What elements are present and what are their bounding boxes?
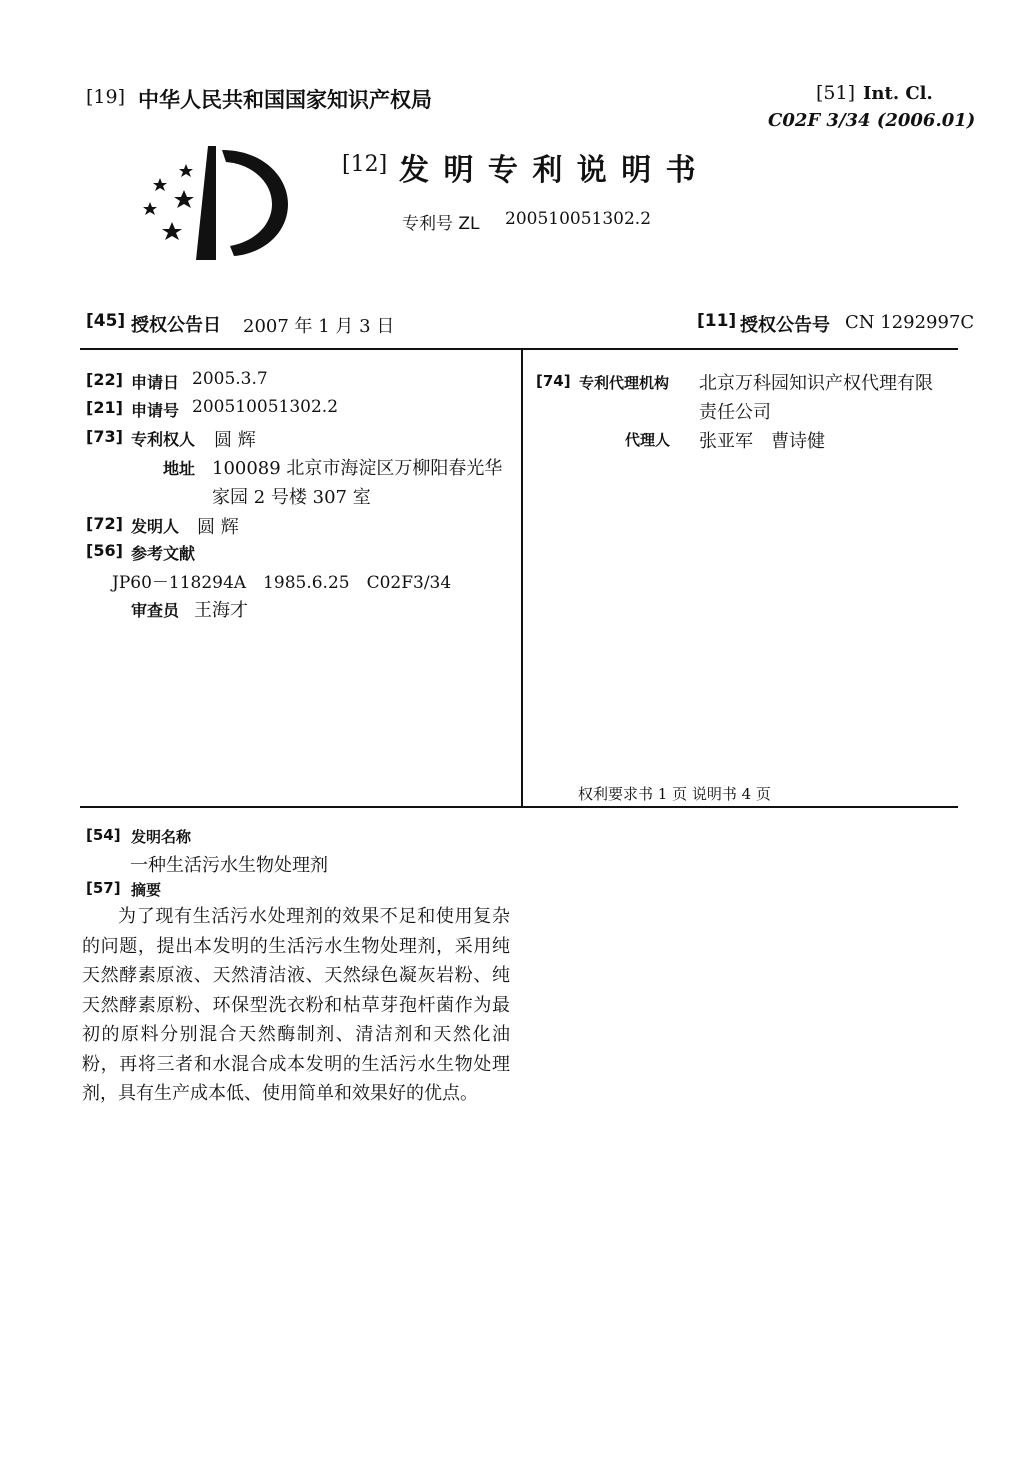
- examiner-value: 王海才: [194, 600, 248, 621]
- title-code: [54]: [86, 826, 121, 844]
- abstract-code: [57]: [86, 879, 121, 897]
- grant-date-value: 2007 年 1 月 3 日: [243, 316, 395, 337]
- patentee-value: 圆 辉: [214, 430, 256, 451]
- examiner-label: 审查员: [131, 601, 180, 620]
- office-name: 中华人民共和国国家知识产权局: [138, 88, 432, 112]
- filing-date-value: 2005.3.7: [192, 369, 268, 389]
- references-code: [56]: [86, 541, 123, 560]
- patentee-label: 专利权人: [131, 430, 196, 449]
- application-no-label: 申请号: [131, 401, 180, 420]
- filing-date-code: [22]: [86, 370, 123, 389]
- abstract-paragraph: 为了现有生活污水处理剂的效果不足和使用复杂的问题，提出本发明的生活污水生物处理剂，采用纯天然酵素原液、天然清洁液、天然绿色凝灰岩粉、纯天然酵素原粉、环保型洗衣粉和枯草芽孢杆菌作为最初的原料分别混合天然酶制剂、清洁剂和天然化油粉，再将三者和水混合成本发明的生活污水生物处理剂，具有生产成本低、使用简单和效果好的优点。: [82, 906, 510, 1104]
- inventor-value: 圆 辉: [197, 517, 239, 538]
- sipo-emblem-icon: [138, 142, 294, 262]
- invention-title: 一种生活污水生物处理剂: [130, 855, 328, 876]
- grant-date-code: [45]: [86, 311, 126, 331]
- grant-no-value: CN 1292997C: [845, 312, 975, 333]
- address-line1: 100089 北京市海淀区万柳阳春光华: [212, 458, 503, 479]
- agency-label: 专利代理机构: [579, 374, 670, 392]
- inventor-label: 发明人: [131, 517, 180, 536]
- int-cl-value: C02F 3/34 (2006.01): [768, 110, 976, 131]
- address-label: 地址: [163, 459, 196, 478]
- agent-label: 代理人: [625, 431, 671, 449]
- grant-no-label: 授权公告号: [740, 315, 830, 336]
- doc-type-code: [12]: [342, 152, 388, 177]
- page-count: 权利要求书 1 页 说明书 4 页: [578, 785, 771, 803]
- office-code: [19]: [86, 86, 126, 108]
- references-label: 参考文献: [131, 544, 196, 563]
- filing-date-label: 申请日: [131, 373, 180, 392]
- patentee-code: [73]: [86, 427, 123, 446]
- doc-type: 发 明 专 利 说 明 书: [399, 153, 698, 188]
- abstract-label: 摘要: [131, 881, 162, 899]
- patent-no-label: 专利号 ZL: [402, 214, 480, 234]
- abstract-text: [82, 902, 510, 1109]
- grant-no-code: [11]: [697, 311, 737, 331]
- grant-date-label: 授权公告日: [131, 315, 221, 336]
- application-no-value: 200510051302.2: [192, 397, 339, 417]
- references-value: JP60－118294A 1985.6.25 C02F3/34: [112, 573, 452, 593]
- bottom-rule: [80, 806, 958, 808]
- title-label: 发明名称: [131, 828, 192, 846]
- agency-code: [74]: [536, 372, 571, 390]
- column-divider: [521, 350, 523, 808]
- patent-no: 200510051302.2: [505, 209, 652, 229]
- application-no-code: [21]: [86, 398, 123, 417]
- address-line2: 家园 2 号楼 307 室: [212, 487, 371, 508]
- agency-line1: 北京万科园知识产权代理有限: [699, 373, 933, 394]
- inventor-code: [72]: [86, 514, 123, 533]
- int-cl-code: [51]: [816, 82, 856, 104]
- agent-value: 张亚军 曹诗健: [699, 431, 825, 452]
- int-cl-label: Int. Cl.: [863, 83, 933, 104]
- agency-line2: 责任公司: [699, 402, 771, 423]
- top-rule: [80, 348, 958, 350]
